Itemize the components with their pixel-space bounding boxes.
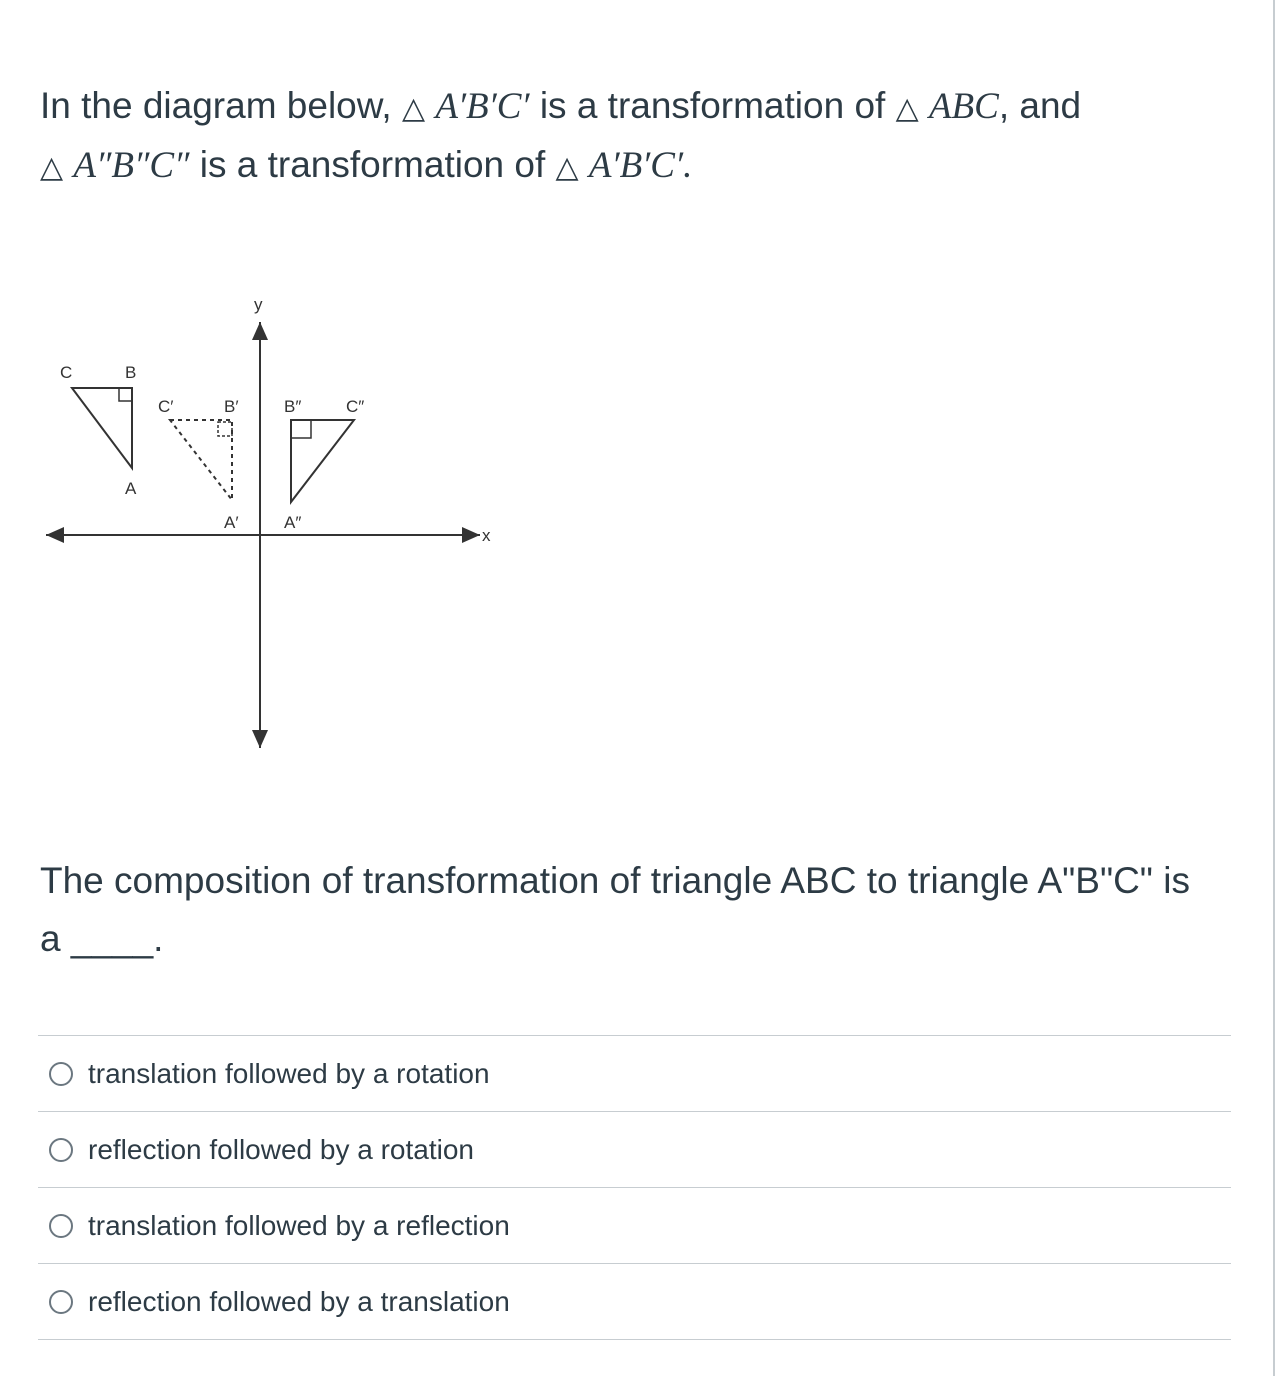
label-a: A: [125, 479, 137, 498]
prompt-line-2: a ____.: [40, 918, 164, 959]
right-angle-marker: [291, 420, 311, 438]
radio-button[interactable]: [49, 1138, 73, 1162]
label-b: B: [125, 363, 137, 382]
question-intro: In the diagram below,: [40, 85, 392, 126]
triangle-symbol: △: [402, 91, 426, 126]
answer-label: translation followed by a reflection: [88, 1209, 510, 1241]
question-text: [40, 78, 1240, 196]
answer-label: reflection followed by a rotation: [88, 1133, 474, 1165]
triangle-symbol: △: [40, 150, 64, 185]
question-mid-1: is a transformation of: [539, 85, 886, 126]
question-line-1: [40, 78, 1240, 137]
prompt-text: [40, 852, 1240, 968]
label-c-prime: C′: [158, 397, 174, 416]
triangle-symbol: △: [555, 150, 579, 185]
question-comma-and: , and: [998, 85, 1082, 126]
label-c: C: [60, 363, 73, 382]
label-a-prime: A′: [224, 513, 239, 532]
answer-option-3[interactable]: [38, 1188, 1231, 1264]
triangle-a-double-prime-shape: [291, 420, 354, 502]
prompt-line-1: The composition of transformation of triangle ABC to triangle A"B"C" is: [40, 860, 1190, 901]
radio-button[interactable]: [49, 1290, 73, 1314]
content-right-border: [1273, 0, 1275, 1376]
right-angle-marker: [119, 388, 132, 401]
label-a-double-prime: A″: [284, 513, 302, 532]
answer-list: [38, 1035, 1231, 1340]
triangle-a-double-prime: A″B″C″: [73, 145, 190, 186]
triangle-a-prime-shape: [170, 420, 232, 500]
radio-button[interactable]: [49, 1062, 73, 1086]
question-line-2: [40, 137, 1240, 196]
answer-option-4[interactable]: [38, 1264, 1231, 1340]
transformation-diagram: [38, 288, 503, 758]
triangle-a-prime: A′B′C′: [588, 145, 684, 186]
label-b-prime: B′: [224, 397, 239, 416]
question-mid-2: is a transformation of: [199, 144, 546, 185]
question-end-period: .: [683, 145, 693, 186]
triangle-abc-shape: [72, 388, 132, 468]
answer-option-2[interactable]: [38, 1112, 1231, 1188]
triangle-abc: ABC: [928, 86, 999, 127]
right-angle-marker: [218, 422, 232, 436]
x-axis-label: x: [482, 526, 491, 545]
triangle-symbol: △: [895, 91, 919, 126]
label-c-double-prime: C″: [346, 397, 365, 416]
radio-button[interactable]: [49, 1214, 73, 1238]
y-axis-label: y: [254, 295, 263, 314]
answer-label: reflection followed by a translation: [88, 1285, 510, 1317]
triangle-a-prime: A′B′C′: [435, 86, 530, 127]
answer-label: translation followed by a rotation: [88, 1057, 490, 1089]
answer-option-1[interactable]: [38, 1036, 1231, 1112]
label-b-double-prime: B″: [284, 397, 302, 416]
